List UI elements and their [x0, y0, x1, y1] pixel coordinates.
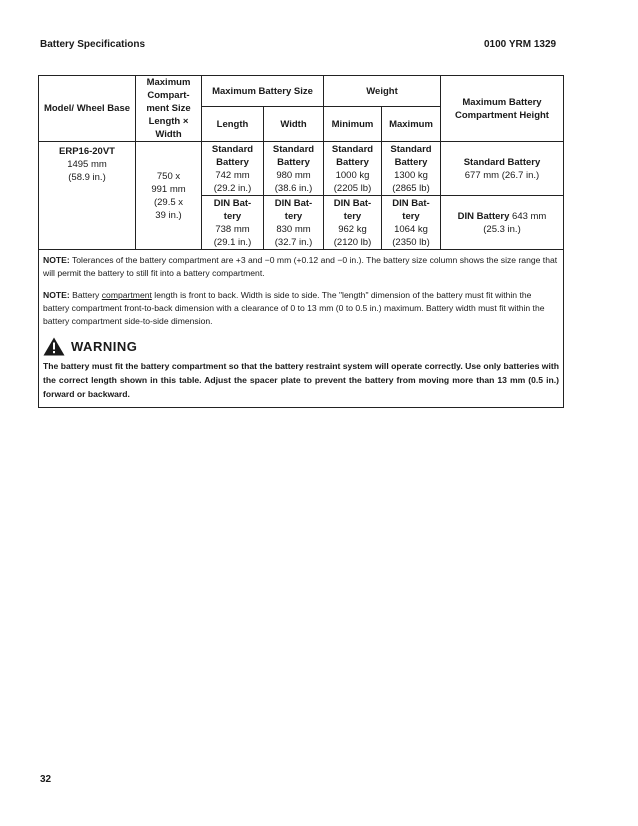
din-min-weight-cell [324, 196, 382, 250]
din-height-line1 [443, 210, 561, 223]
compartment-size-line1: 750 x [156, 170, 181, 182]
standard-label-2: Battery [216, 156, 249, 168]
header-battery-size: Maximum Battery Size [202, 76, 324, 107]
din-label-1: DIN Bat- [333, 197, 372, 209]
header-minimum: Minimum [324, 107, 382, 142]
standard-label-1: Standard [211, 143, 254, 155]
din-label-2: tery [223, 210, 242, 222]
standard-min-kg: 1000 kg [335, 169, 370, 181]
page-number: 32 [40, 774, 52, 785]
compartment-size-line3: (29.5 x [153, 196, 184, 208]
compartment-size-line2: 991 mm [151, 183, 186, 195]
header-model-label: Model/ Wheel Base [43, 103, 131, 114]
note-label: NOTE: [43, 255, 70, 265]
note-label: NOTE: [43, 290, 70, 300]
din-label-1: DIN Bat- [274, 197, 313, 209]
header-length: Length [202, 107, 264, 142]
standard-length-cell [202, 142, 264, 196]
model-wheelbase-mm: 1495 mm [67, 159, 107, 170]
din-max-lb: (2350 lb) [392, 236, 430, 248]
battery-spec-table [38, 75, 564, 408]
din-label-2: tery [343, 210, 362, 222]
standard-min-weight-cell [324, 142, 382, 196]
standard-label-2: Battery [336, 156, 369, 168]
note-text-post: length is front to back. Width is side to side. The "length" dimension of the battery must fit within the battery compartment front-to-back dimension with a clearance of 0 to 13 mm (0 to 0.5 in.) maximum. Battery width must fit within the battery compartment side-to-side dimension. [43, 290, 545, 326]
warning-text: The battery must fit the battery compartment so that the battery restraint system will operate correctly. Use only batteries with the correct length shown in this table. Adjust the spacer plate to prevent the battery from moving more than 13 mm (0.5 in.) forward or backward. [43, 361, 559, 399]
standard-width-mm: 980 mm [276, 169, 311, 181]
header-compartment-height-label: Maximum Battery Compartment Height [455, 96, 549, 121]
warning-triangle-icon [43, 337, 65, 356]
din-width-mm: 830 mm [276, 223, 311, 235]
standard-length-in: (29.2 in.) [213, 182, 252, 194]
din-height-value-2: (25.3 in.) [483, 223, 521, 235]
din-height-value-1: 643 mm [512, 210, 547, 222]
din-width-in: (32.7 in.) [274, 236, 313, 248]
note-text-pre: Battery [72, 290, 100, 300]
din-max-kg: 1064 kg [394, 223, 428, 235]
din-min-kg: 962 kg [338, 223, 367, 235]
standard-label-2: Battery [394, 156, 428, 168]
note-text: Tolerances of the battery compartment are +3 and −0 mm (+0.12 and −0 in.). The battery size column shows the size range that will permit the battery to still fit into a battery compartment. [43, 255, 558, 278]
standard-label-1: Standard [272, 143, 315, 155]
standard-label-1: Standard [390, 143, 432, 155]
standard-max-weight-cell [382, 142, 441, 196]
din-label-2: tery [284, 210, 303, 222]
header-model [39, 76, 136, 142]
standard-width-cell [264, 142, 324, 196]
din-min-lb: (2120 lb) [333, 236, 372, 248]
standard-min-lb: (2205 lb) [333, 182, 372, 194]
note-dimensions [43, 289, 559, 328]
notes-cell [39, 250, 564, 408]
standard-label-2: Battery [277, 156, 310, 168]
warning-header [43, 337, 559, 356]
note-tolerances [43, 254, 559, 280]
din-width-cell [264, 196, 324, 250]
warning-title: WARNING [71, 339, 138, 354]
table-header-row [39, 76, 564, 107]
standard-height-value: 677 mm (26.7 in.) [464, 169, 540, 181]
table-notes-row [39, 250, 564, 408]
header-compartment-height [441, 76, 564, 142]
header-compartment-size-label: Maximum Compart- ment Size Length × Width [146, 77, 191, 140]
standard-height-cell [441, 142, 564, 196]
compartment-size-cell [136, 142, 202, 250]
header-weight: Weight [324, 76, 441, 107]
header-compartment-size [136, 76, 202, 142]
header-maximum: Maximum [382, 107, 441, 142]
standard-max-kg: 1300 kg [394, 169, 428, 181]
document-number: 0100 YRM 1329 [484, 39, 557, 50]
din-max-weight-cell [382, 196, 441, 250]
table-row-standard [39, 142, 564, 196]
din-length-mm: 738 mm [215, 223, 250, 235]
standard-max-lb: (2865 lb) [392, 182, 430, 194]
note-text-underlined: compartment [101, 290, 152, 300]
page-header-title: Battery Specifications [40, 39, 146, 50]
din-length-in: (29.1 in.) [213, 236, 252, 248]
standard-width-in: (38.6 in.) [274, 182, 313, 194]
din-height-label: DIN Battery [457, 210, 510, 222]
din-length-cell [202, 196, 264, 250]
din-height-cell [441, 196, 564, 250]
model-wheelbase-in: (58.9 in.) [68, 172, 106, 183]
standard-height-label: Standard Battery [463, 156, 541, 168]
din-label-1: DIN Bat- [392, 197, 430, 209]
standard-label-1: Standard [331, 143, 374, 155]
header-width: Width [264, 107, 324, 142]
model-cell [39, 142, 136, 250]
standard-length-mm: 742 mm [215, 169, 250, 181]
model-name: ERP16-20VT [59, 146, 115, 157]
compartment-size-line4: 39 in.) [155, 209, 182, 221]
din-label-2: tery [402, 210, 420, 222]
din-label-1: DIN Bat- [213, 197, 252, 209]
